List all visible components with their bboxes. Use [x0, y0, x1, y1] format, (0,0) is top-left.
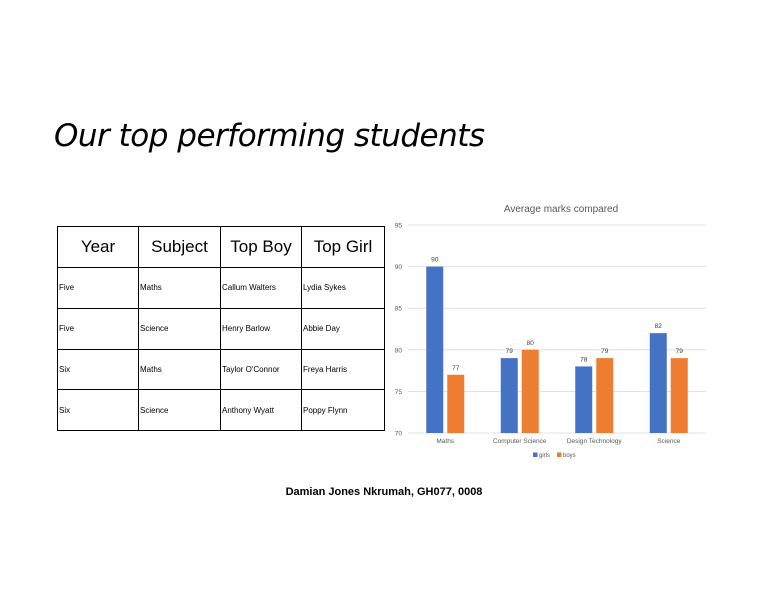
cell-subject: Science [139, 308, 221, 349]
cell-top-girl: Poppy Flynn [302, 390, 385, 431]
data-label: 82 [654, 323, 662, 331]
x-tick-label: Computer Science [493, 438, 547, 445]
bar-girls [575, 366, 592, 433]
bar-boys [447, 375, 464, 433]
header-subject: Subject [139, 227, 221, 268]
cell-subject: Maths [139, 349, 221, 390]
bar-girls [650, 333, 667, 433]
cell-top-boy: Taylor O'Connor [221, 349, 302, 390]
bar-boys [671, 358, 688, 433]
table-row [58, 390, 385, 431]
table-row [58, 349, 385, 390]
header-top-boy: Top Boy [221, 227, 302, 268]
cell-subject: Science [139, 390, 221, 431]
bar-girls [501, 358, 518, 433]
data-label: 90 [431, 256, 439, 264]
y-tick-label: 90 [394, 264, 402, 272]
table-row [58, 268, 385, 309]
cell-year: Six [58, 349, 139, 390]
slide-title: Our top performing students [54, 118, 485, 154]
cell-top-girl: Freya Harris [302, 349, 385, 390]
table-row [58, 308, 385, 349]
x-tick-label: Design Technology [566, 438, 622, 445]
data-label: 79 [601, 348, 609, 356]
legend-label-boys: boys [563, 453, 576, 459]
bar-girls [426, 267, 443, 433]
data-label: 79 [505, 348, 513, 356]
header-top-girl: Top Girl [302, 227, 385, 268]
bar-boys [522, 350, 539, 433]
chart-title: Average marks compared [503, 204, 619, 215]
legend-swatch-girls [533, 453, 538, 458]
y-tick-label: 95 [394, 222, 402, 230]
cell-top-boy: Anthony Wyatt [221, 390, 302, 431]
data-label: 77 [452, 364, 460, 372]
data-label: 80 [526, 339, 534, 347]
legend-swatch-boys [557, 453, 562, 458]
footer-credit: Damian Jones Nkrumah, GH077, 0008 [285, 486, 483, 498]
cell-top-girl: Lydia Sykes [302, 268, 385, 309]
data-label: 79 [675, 348, 683, 356]
data-label: 78 [580, 356, 588, 364]
cell-subject: Maths [139, 268, 221, 309]
y-tick-label: 75 [394, 388, 402, 396]
y-tick-label: 70 [394, 430, 402, 438]
cell-top-boy: Callum Walters [221, 268, 302, 309]
bar-chart-svg [388, 196, 718, 468]
y-tick-label: 85 [394, 305, 402, 313]
cell-top-girl: Abbie Day [302, 308, 385, 349]
top-students-table [57, 226, 385, 431]
cell-year: Six [58, 390, 139, 431]
y-tick-label: 80 [394, 347, 402, 355]
cell-year: Five [58, 308, 139, 349]
header-year: Year [58, 227, 139, 268]
legend-label-girls: girls [539, 453, 551, 459]
bar-boys [596, 358, 613, 433]
cell-top-boy: Henry Barlow [221, 308, 302, 349]
x-tick-label: Science [657, 438, 681, 445]
cell-year: Five [58, 268, 139, 309]
average-marks-chart [388, 196, 718, 468]
x-tick-label: Maths [436, 438, 455, 445]
table-header-row [58, 227, 385, 268]
